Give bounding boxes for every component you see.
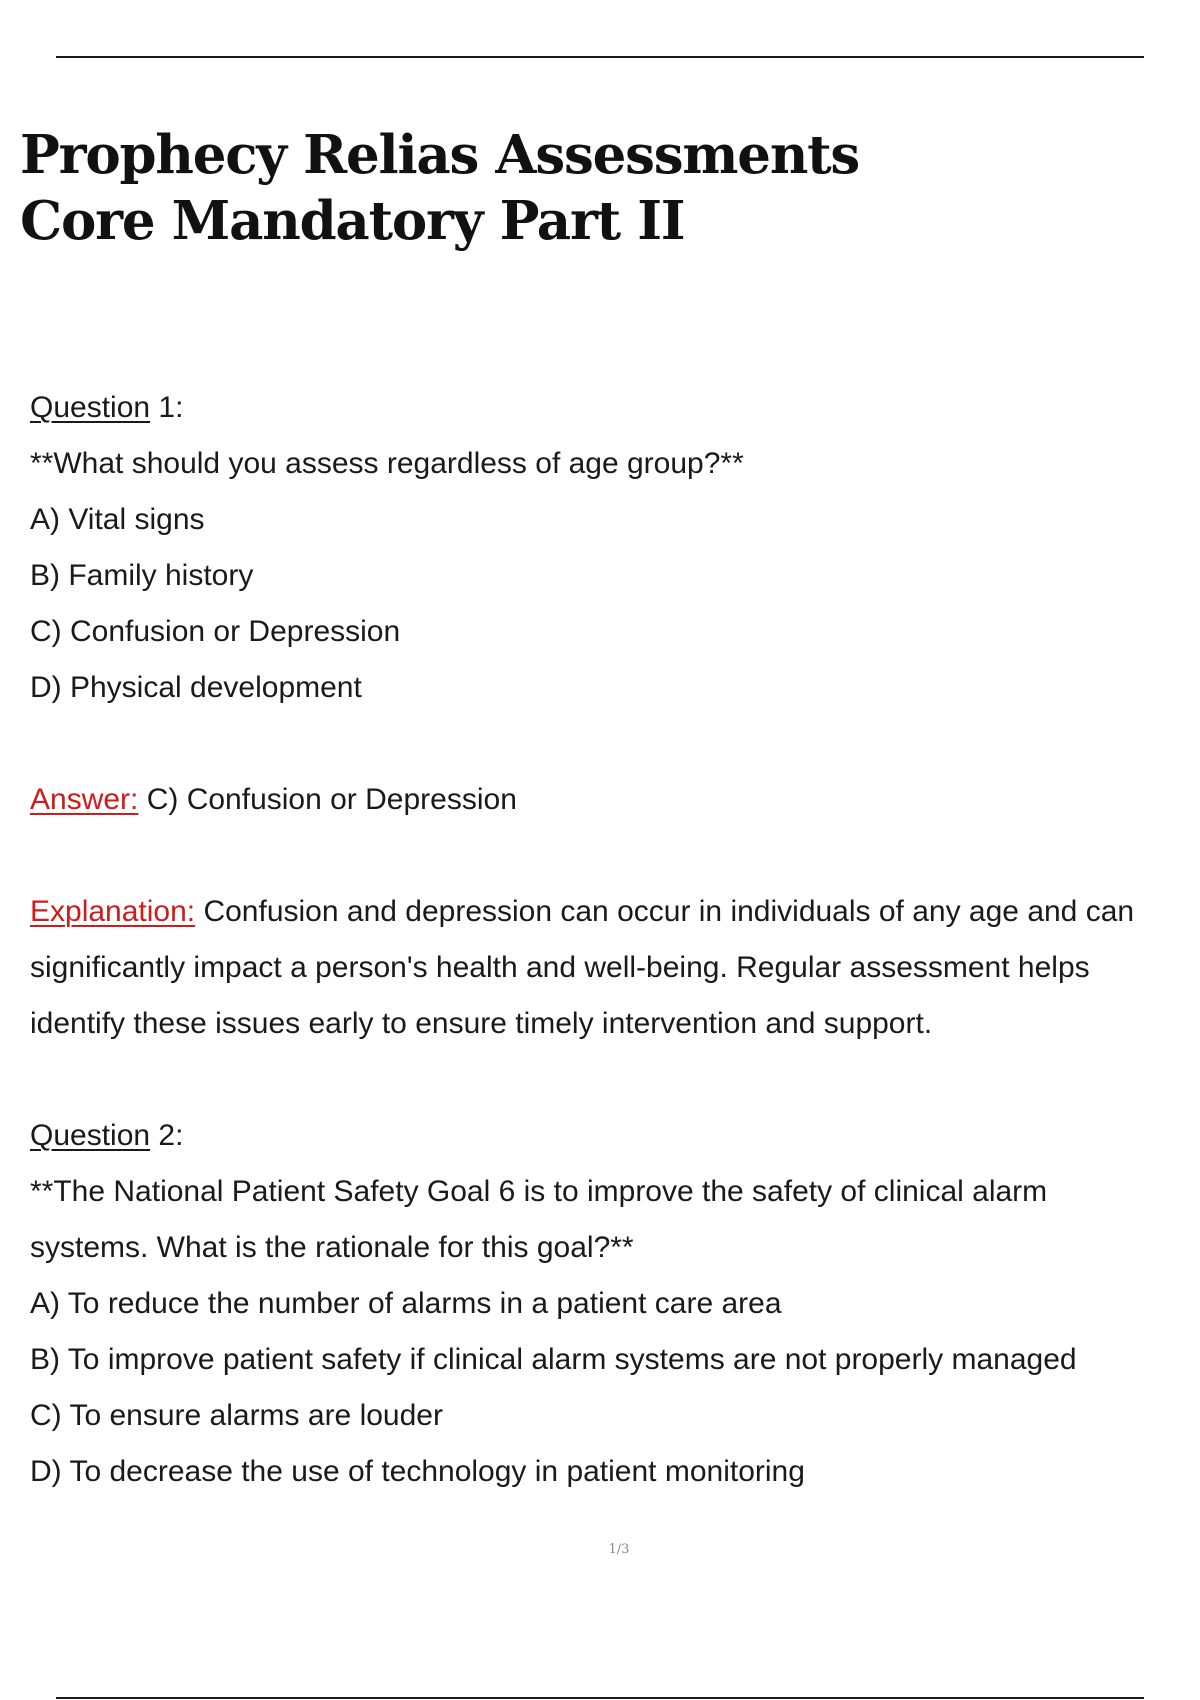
- document-title: [20, 122, 859, 254]
- option-c: C) To ensure alarms are louder: [30, 1399, 443, 1432]
- question-block: [30, 1108, 1170, 1500]
- option-d: D) Physical development: [30, 671, 362, 704]
- question-number: 1:: [150, 391, 184, 424]
- title-line-1: Prophecy Relias Assessments: [20, 124, 860, 186]
- question-label: Question: [30, 391, 151, 424]
- question-number: 2:: [150, 1119, 184, 1152]
- option-b: B) To improve patient safety if clinical alarm systems are not properly managed: [30, 1343, 1077, 1376]
- option-d: D) To decrease the use of technology in patient monitoring: [30, 1455, 805, 1488]
- option-c: C) Confusion or Depression: [30, 615, 401, 648]
- title-line-2: Core Mandatory Part II: [20, 190, 685, 252]
- option-b: B) Family history: [30, 559, 254, 592]
- question-list: [30, 380, 1170, 1500]
- page-number: 1/3: [608, 1542, 630, 1557]
- question-heading: [30, 380, 1170, 436]
- answer-line: [30, 772, 1170, 828]
- explanation-paragraph: [30, 884, 1170, 1052]
- question-heading: [30, 1108, 1170, 1164]
- question-label: Question: [30, 1119, 151, 1152]
- spacer: [30, 716, 1170, 772]
- spacer: [30, 1052, 1170, 1108]
- explanation-text: Confusion and depression can occur in individuals of any age and can significantly impact a person's health and well-being. Regular assessment helps identify these issues early to ensure timely intervention and support.: [30, 895, 1135, 1040]
- option-a: A) Vital signs: [30, 503, 205, 536]
- option-a: A) To reduce the number of alarms in a patient care area: [30, 1287, 782, 1320]
- spacer: [30, 828, 1170, 884]
- question-prompt: **What should you assess regardless of age group?**: [30, 447, 744, 480]
- answer-text: C) Confusion or Depression: [138, 783, 517, 816]
- question-block: [30, 380, 1170, 1108]
- answer-label: Answer:: [30, 783, 139, 816]
- explanation-label: Explanation:: [30, 895, 196, 928]
- question-prompt: **The National Patient Safety Goal 6 is to improve the safety of clinical alarm systems. What is the rationale for this goal?**: [30, 1175, 1048, 1264]
- footer-rule: [56, 1697, 1144, 1699]
- header-rule: [56, 56, 1144, 58]
